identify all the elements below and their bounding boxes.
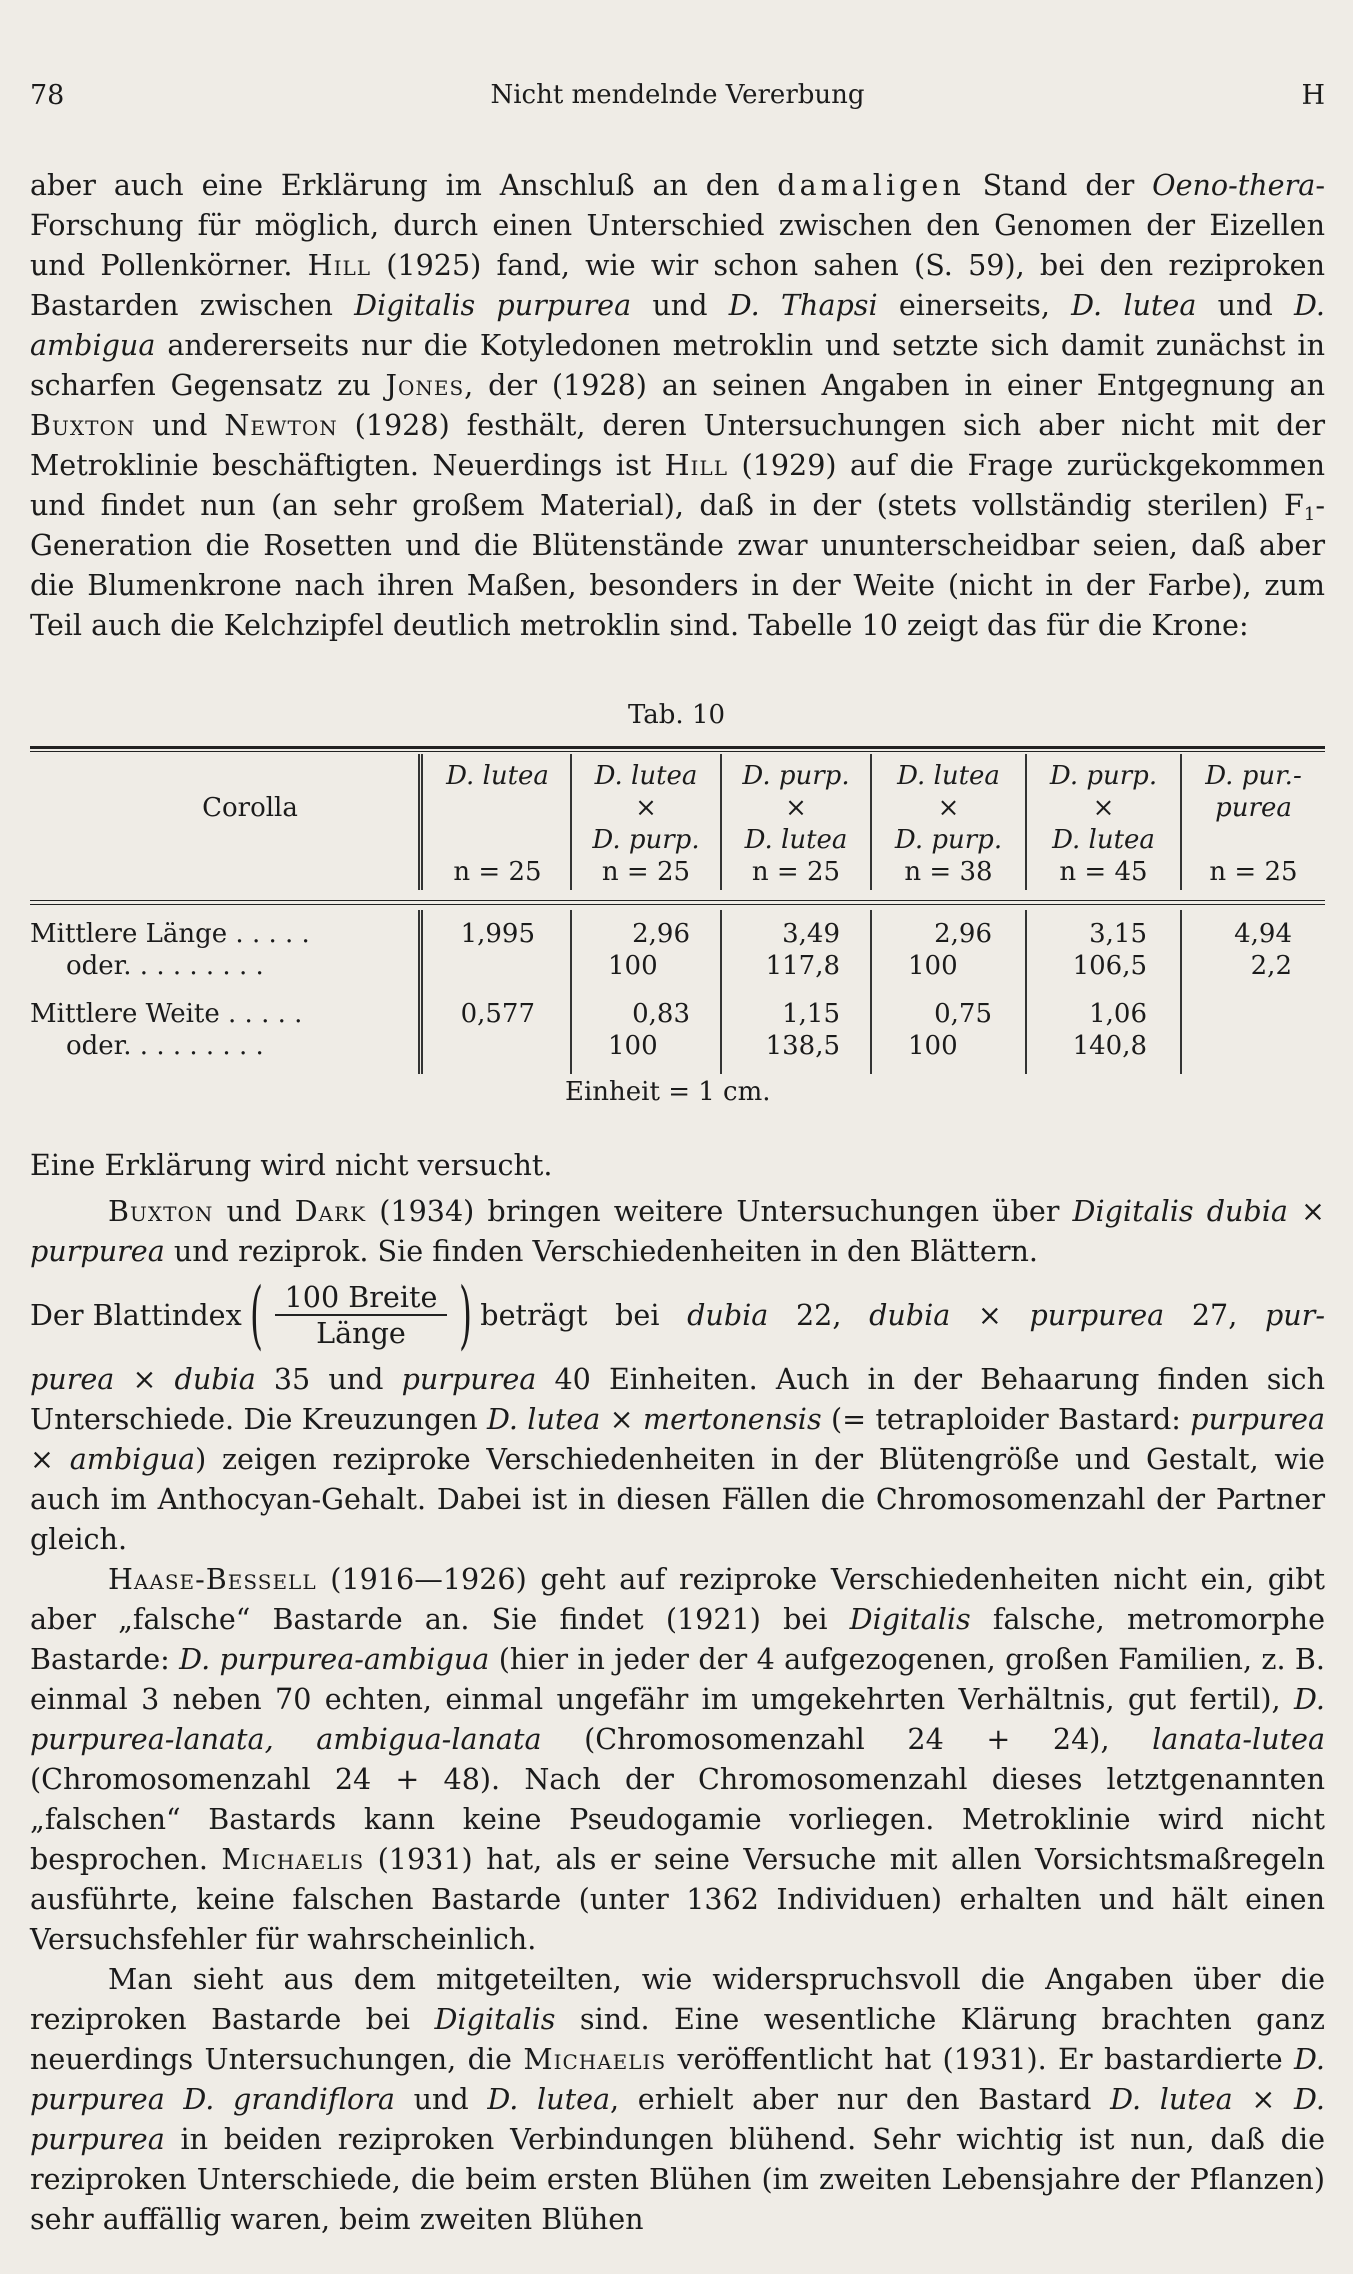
table-unit-note: Einheit = 1 cm. bbox=[565, 1077, 771, 1107]
col-header: D. lutea n = 25 bbox=[446, 761, 549, 887]
table-cell: 3,49 bbox=[782, 919, 840, 949]
header-letter: H bbox=[1301, 80, 1325, 111]
col-header: D. purp. × D. lutea n = 45 bbox=[1049, 761, 1158, 887]
col-header: D. lutea × D. purp. n = 25 bbox=[592, 761, 700, 887]
table-cell: 4,94 bbox=[1234, 919, 1292, 949]
blattindex-fraction bbox=[275, 1280, 448, 1350]
col-header: D. purp. × D. lutea n = 25 bbox=[742, 761, 850, 887]
body-text-continued bbox=[30, 1145, 1325, 2239]
table-cell: 2,96 bbox=[934, 919, 992, 949]
table-cell: 3,15 bbox=[1089, 919, 1147, 949]
right-paren: ) bbox=[459, 1272, 473, 1358]
table-cell: 2,2 bbox=[1250, 951, 1292, 981]
table-cell: 0,83 bbox=[632, 999, 690, 1029]
table-cell: 140,8 bbox=[1072, 1031, 1147, 1061]
table-cell: 138,5 bbox=[765, 1031, 840, 1061]
running-header bbox=[30, 80, 1325, 120]
table-cell: 100 bbox=[608, 1031, 658, 1061]
col-header: D. pur.- purea n = 25 bbox=[1205, 761, 1302, 887]
fraction-denominator: Länge bbox=[316, 1316, 406, 1350]
table-corner: Corolla bbox=[202, 793, 298, 823]
table-cell: 100 bbox=[908, 1031, 958, 1061]
table-cell: 100 bbox=[908, 951, 958, 981]
row-label: oder. . . . . . . . . bbox=[66, 951, 264, 981]
paragraph-3-cont: purea × dubia 35 und purpurea 40 Einheiten. Auch in der Behaarung finden sich Unterschiede. Die Kreuzungen D. lutea × mertonensis (= tetraploider Bastard: purpurea × ambigua) zeigen reziproke Verschiedenheiten in der Blütengröße und Gestalt, wie auch im Anthocyan-Gehalt. Dabei ist in diesen Fällen die Chromosomenzahl der Partner gleich. bbox=[30, 1362, 1326, 1556]
page-number: 78 bbox=[30, 80, 65, 111]
paragraph-4: Haase-Bessell (1916—1926) geht auf reziproke Verschiedenheiten nicht ein, gibt aber „falsche“ Bastarde an. Sie findet (1921) bei Digitalis falsche, metromorphe Bastarde: D. purpurea-ambigua (hier in jeder der 4 aufgezogenen, großen Familien, z. B. einmal 3 neben 70 echten, einmal ungefähr im umgekehrten Verhältnis, gut fertil), D. purpurea-lanata, ambigua-lanata (Chromosomenzahl 24 + 24), lanata-lutea (Chromosomenzahl 24 + 48). Nach der Chromosomenzahl dieses letztgenannten „falschen“ Bastards kann keine Pseudogamie vorliegen. Metroklinie wird nicht besprochen. Michaelis (1931) hat, als er seine Versuche mit allen Vorsichtsmaßregeln ausführte, keine falschen Bastarde (unter 1362 Individuen) erhalten und hält einen Versuchsfehler für wahrscheinlich. bbox=[30, 1562, 1326, 1956]
row-label: Mittlere Weite . . . . . bbox=[30, 999, 303, 1029]
table-cell: 1,15 bbox=[782, 999, 840, 1029]
blattindex-formula-line: Der Blattindex ( $\frac{\text{100 Breite}}{\text{Länge}}$ ) beträgt bei dubia 22, dubia × purpurea 27, pur- bbox=[30, 1272, 1326, 1358]
table-cell: 100 bbox=[608, 951, 658, 981]
table-cell: 0,75 bbox=[934, 999, 992, 1029]
left-paren: ( bbox=[249, 1272, 263, 1358]
table-cell: 0,577 bbox=[460, 999, 535, 1029]
paragraph-5: Man sieht aus dem mitgeteilten, wie widerspruchsvoll die Angaben über die reziproken Bastarde bei Digitalis sind. Eine wesentliche Klärung brachten ganz neuerdings Untersuchungen, die Michaelis veröffentlicht hat (1931). Er bastardierte D. purpurea D. grandiflora und D. lutea, erhielt aber nur den Bastard D. lutea × D. purpurea in beiden reziproken Verbindungen blühend. Sehr wichtig ist nun, daß die reziproken Unterschiede, die beim ersten Blühen (im zweiten Lebensjahre der Pflanzen) sehr auffällig waren, beim zweiten Blühen bbox=[30, 1962, 1325, 2236]
table-cell: 1,06 bbox=[1089, 999, 1147, 1029]
paragraph-1 bbox=[30, 165, 1325, 645]
col-header: D. lutea × D. purp. n = 38 bbox=[894, 761, 1003, 887]
paragraph-3: Buxton und Dark (1934) bringen weitere Untersuchungen über Digitalis dubia × purpurea und reziprok. Sie finden Verschiedenheiten in den Blättern. bbox=[30, 1194, 1325, 1268]
fraction-numerator: 100 Breite bbox=[275, 1280, 448, 1316]
header-title: Nicht mendelnde Vererbung bbox=[490, 80, 865, 110]
paragraph-text: aber auch eine Erklärung im Anschluß an den damaligen Stand der Oeno-thera-Forschung für möglich, durch einen Unterschied zwischen den Genomen der Eizellen und Pollenkörner. Hill (1925) fand, wie wir schon sahen (S. 59), bei den reziproken Bastarden zwischen Digitalis purpurea und D. Thapsi einerseits, D. lutea und D. ambigua andererseits nur die Kotyledonen metroklin und setzte sich damit zunächst in scharfen Gegensatz zu Jones, der (1928) an seinen Angaben in einer Entgegnung an Buxton und Newton (1928) festhält, deren Untersuchungen sich aber nicht mit der Metroklinie beschäftigten. Neuerdings ist Hill (1929) auf die Frage zurückgekommen und findet nun (an sehr großem Material), daß in der (stets vollständig sterilen) $F_1$-Generation die Rosetten und die Blütenstände zwar ununterscheidbar seien, daß aber die Blumenkrone nach ihren Maßen, besonders in der Weite (nicht in der Farbe), zum Teil auch die Kelchzipfel deutlich metroklin sind. Tabelle 10 zeigt das für die Krone: bbox=[30, 168, 1325, 642]
paragraph-2: Eine Erklärung wird nicht versucht. bbox=[30, 1148, 553, 1182]
table-cell: 117,8 bbox=[765, 951, 840, 981]
row-label: oder. . . . . . . . . bbox=[66, 1031, 264, 1061]
table-cell: 106,5 bbox=[1072, 951, 1147, 981]
table-caption: Tab. 10 bbox=[627, 700, 726, 730]
table-cell: 2,96 bbox=[632, 919, 690, 949]
table-cell: 1,995 bbox=[460, 919, 535, 949]
row-label: Mittlere Länge . . . . . bbox=[30, 919, 310, 949]
